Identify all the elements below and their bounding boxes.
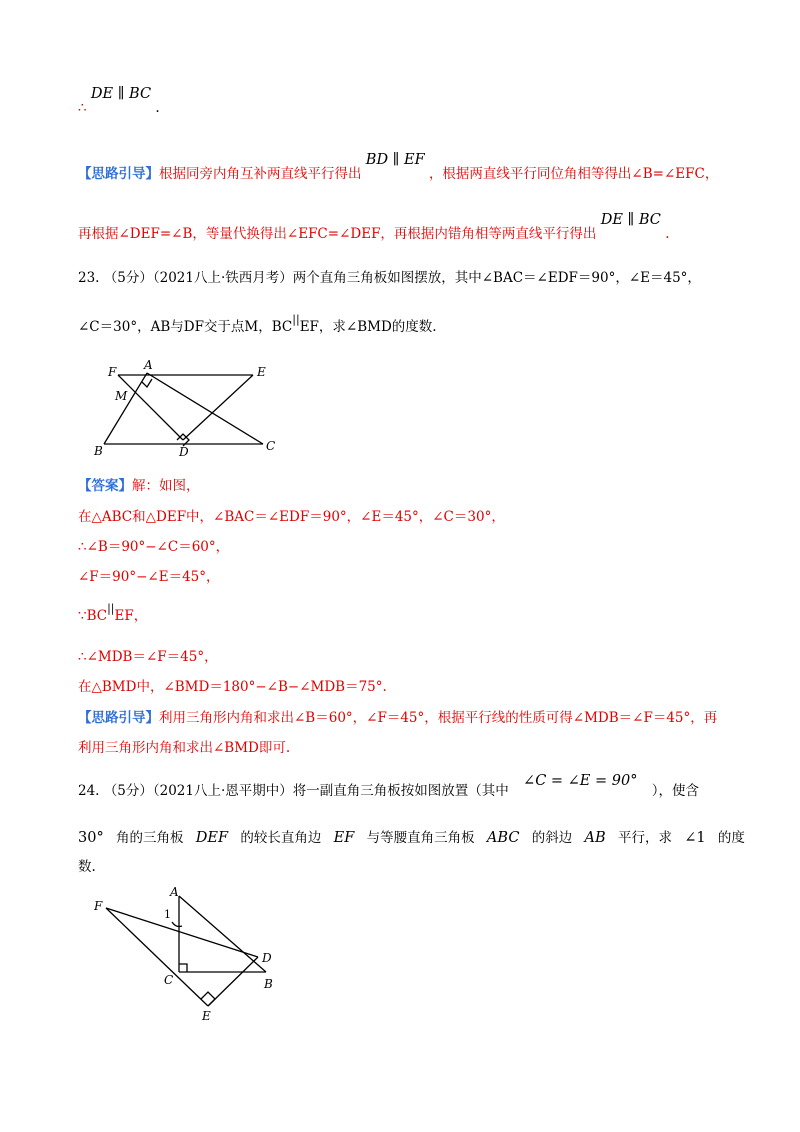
q24-text: 的较长直角边 (240, 830, 322, 846)
a23-guide-1 (78, 706, 717, 726)
a23-line-1: 在△ABC和△DEF中，∠BAC＝∠EDF＝90°，∠E＝45°，∠C＝30°， (78, 509, 505, 525)
guide-text: 根据同旁内角互补两直线平行得出 (159, 166, 362, 182)
q24-line-2 (78, 826, 745, 846)
segment-ba (104, 373, 147, 444)
answer-text: ∵BC (78, 608, 108, 624)
label-f: F (94, 899, 103, 913)
conclusion-line (78, 86, 160, 116)
q24-text: 的度 (717, 830, 745, 846)
label-1: 1 (164, 908, 171, 921)
q24-text: 平行，求 (617, 830, 672, 846)
guide-text: 再根据∠DEF=∠B，等量代换得出∠EFC=∠DEF，再根据内错角相等两直线平行得出 (78, 226, 597, 242)
segment-de (183, 375, 253, 440)
parallel-statement: DE ∥ BC (600, 212, 661, 228)
guide-text: 利用三角形内角和求出∠B＝60°，∠F＝45°，根据平行线的性质可得∠MDB＝∠F＝45°，再 (159, 710, 718, 726)
segment-ac (147, 373, 263, 444)
label-c: C (164, 973, 174, 987)
angle-1-arc (172, 922, 182, 927)
angle-1: ∠1 (684, 830, 706, 846)
q23-line-2 (78, 315, 437, 335)
triangle-def: DEF (195, 830, 229, 846)
q23-text: ∠C＝30°，AB与DF交于点M，BC (78, 319, 293, 335)
segment-ab-label: AB (584, 830, 606, 846)
label-b: B (264, 977, 273, 991)
label-b: B (94, 444, 103, 458)
q24-text: 角的三角板 (116, 830, 184, 846)
label-m: M (115, 389, 128, 403)
q23-line-1: 23. （5分）（2021八上·铁西月考）两个直角三角板如图摆放，其中∠BAC＝∠EDF＝90°，∠E＝45°， (78, 270, 701, 286)
period: . (665, 226, 670, 242)
answer-text: EF， (114, 608, 148, 624)
angle-30: 30° (78, 830, 104, 846)
therefore-symbol: ∴ (78, 100, 87, 116)
q24-text: ），使含 (651, 783, 700, 799)
a23-line-2: ∴∠B＝90°−∠C＝60°， (78, 539, 230, 555)
right-angle-a (142, 379, 152, 387)
label-c: C (266, 439, 276, 453)
parallel-statement: DE ∥ BC (90, 86, 152, 102)
segment-ab (179, 896, 266, 972)
q24-text: 的斜边 (531, 830, 573, 846)
right-angle-e (201, 992, 215, 1006)
q24-line-1 (78, 773, 700, 799)
a23-line-5: ∴∠MDB＝∠F＝45°， (78, 649, 218, 665)
q24-line-3: 数. (78, 859, 96, 875)
label-a: A (144, 358, 153, 372)
segment-fd (106, 908, 258, 957)
answer-tag: 【答案】 (78, 478, 132, 494)
label-e: E (202, 1009, 211, 1022)
a23-line-4 (78, 604, 147, 624)
parallel-symbol: || (107, 602, 115, 615)
q24-text: 24. （5分）（2021八上·恩平期中）将一副直角三角板按如图放置（其中 (78, 783, 509, 799)
label-d: D (262, 951, 272, 965)
q24-text: 与等腰直角三角板 (366, 830, 475, 846)
parallel-symbol: || (292, 313, 300, 326)
q24-figure (88, 882, 288, 1022)
label-e: E (257, 365, 266, 379)
guide-tag: 【思路引导】 (78, 166, 159, 182)
label-f: F (108, 365, 117, 379)
answer-text: 解：如图， (132, 478, 200, 494)
right-angle-c (179, 964, 187, 972)
segment-ef-label: EF (333, 830, 355, 846)
guide-line-2 (78, 212, 670, 242)
q23-figure (88, 358, 288, 458)
guide-tag: 【思路引导】 (78, 710, 159, 726)
triangle-abc: ABC (486, 830, 520, 846)
segment-fe (106, 908, 208, 1006)
a23-line-6: 在△BMD中，∠BMD＝180°−∠B−∠MDB＝75°. (78, 679, 387, 695)
angle-condition: ∠C = ∠E = 90° (523, 773, 638, 789)
guide-text: ，根据两直线平行同位角相等得出∠B=∠EFC， (428, 166, 719, 182)
a23-line-3: ∠F＝90°−∠E＝45°， (78, 569, 220, 585)
a23-line-0 (78, 474, 200, 494)
a23-guide-2: 利用三角形内角和求出∠BMD即可. (78, 740, 291, 756)
label-d: D (179, 445, 189, 458)
period: . (155, 100, 160, 116)
parallel-statement: BD ∥ EF (365, 152, 425, 168)
q23-text: EF，求∠BMD的度数. (299, 319, 437, 335)
segment-fd (118, 375, 183, 440)
guide-line-1 (78, 152, 719, 182)
label-a: A (170, 885, 179, 899)
